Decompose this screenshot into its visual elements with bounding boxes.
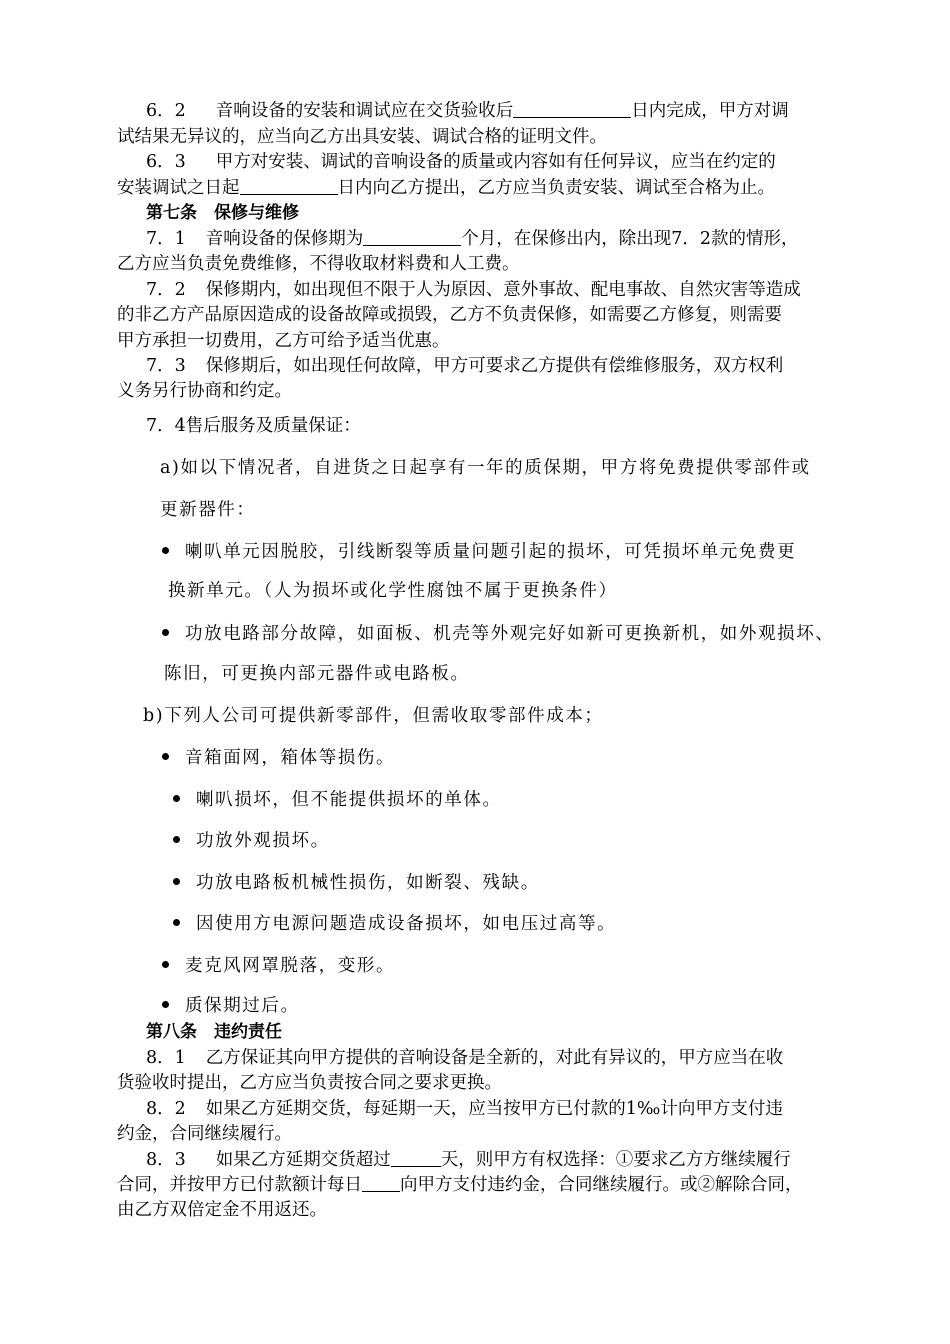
- clause-7-2-line-3: 甲方承担一切费用，乙方可给予适当优惠。: [117, 331, 450, 351]
- bullet-b-1: [162, 746, 395, 770]
- bullet-icon: [173, 878, 180, 885]
- clause-7-3-line-1: [146, 354, 783, 378]
- bullet-b-4: [173, 871, 540, 895]
- clause-8-2-line-1: [146, 1097, 783, 1121]
- clause-text: 音响设备的安装和调试应在交货验收后: [215, 101, 514, 121]
- clause-number: 6．3: [146, 152, 186, 172]
- bullet-text: 因使用方电源问题造成设备损坏，如电压过高等。: [196, 914, 617, 934]
- clause-number: 8．2: [146, 1099, 186, 1119]
- clause-6-3-line-1: [146, 150, 776, 174]
- clause-8-1-line-2: 货验收时提出，乙方应当负责按合同之要求更换。: [117, 1073, 502, 1093]
- clause-number: 7．3: [146, 356, 186, 376]
- bullet-a-1-line-1: [162, 540, 796, 564]
- bullet-b-3: [173, 829, 330, 853]
- clause-text: 如果乙方延期交货，每延期一天，应当按甲方已付款的1‰计向甲方支付违: [205, 1099, 783, 1119]
- clause-6-2-line-1: [146, 99, 789, 123]
- clause-7-3-line-2: 义务另行协商和约定。: [117, 381, 292, 401]
- article-7-heading: 第七条 保修与维修: [146, 203, 299, 223]
- paragraph-b: b)下列人公司可提供新零部件，但需收取零部件成本；: [143, 706, 604, 726]
- bullet-b-7: [162, 994, 300, 1018]
- clause-text: 如果乙方延期交货超过: [215, 1150, 391, 1170]
- clause-text: 向甲方支付违约金，合同继续履行。或②解除合同，: [400, 1175, 803, 1195]
- clause-text: 日内完成，甲方对调: [631, 101, 789, 121]
- clause-number: 8．1: [146, 1048, 186, 1068]
- bullet-icon: [173, 836, 180, 843]
- fill-blank: [240, 176, 338, 195]
- clause-text: 安装调试之日起: [117, 178, 240, 198]
- paragraph-a-line-1: a)如以下情况者，自进货之日起享有一年的质保期，甲方将免费提供零部件或: [160, 458, 811, 478]
- bullet-a-1-line-2: 换新单元。（人为损坏或化学性腐蚀不属于更换条件）: [168, 581, 618, 601]
- bullet-b-2: [173, 788, 502, 812]
- article-8-heading: 第八条 违约责任: [146, 1022, 282, 1042]
- fill-blank: [391, 1148, 441, 1167]
- clause-8-2-line-2: 约金，合同继续履行。: [117, 1124, 292, 1144]
- bullet-text: 功放外观损坏。: [196, 831, 330, 851]
- clause-text: 天，则甲方有权选择：①要求乙方方继续履行: [440, 1150, 791, 1170]
- clause-6-3-line-2: [117, 176, 775, 200]
- bullet-icon: [173, 919, 180, 926]
- clause-7-1-line-1: [146, 227, 799, 251]
- bullet-icon: [162, 753, 169, 760]
- bullet-icon: [162, 1001, 169, 1008]
- bullet-text: 功放电路部分故障，如面板、机壳等外观完好如新可更换新机，如外观损坏、: [185, 624, 835, 644]
- clause-8-3-line-3: 由乙方双倍定金不用返还。: [117, 1200, 327, 1220]
- clause-6-2-line-2: 试结果无异议的，应当向乙方出具安装、调试合格的证明文件。: [117, 127, 607, 147]
- clause-text: 乙方保证其向甲方提供的音响设备是全新的，对此有异议的，甲方应当在收: [205, 1048, 784, 1068]
- clause-7-2-line-2: 的非乙方产品原因造成的设备故障或损毁，乙方不负责保修，如需要乙方修复，则需要: [117, 305, 782, 325]
- clause-text: 音响设备的保修期为: [205, 229, 364, 249]
- clause-text: 合同，并按甲方已付款额计每日: [117, 1175, 362, 1195]
- clause-8-3-line-1: [146, 1148, 791, 1172]
- bullet-b-5: [173, 912, 616, 936]
- bullet-a-2-line-1: [162, 622, 834, 646]
- bullet-text: 功放电路板机械性损伤，如断裂、残缺。: [196, 873, 540, 893]
- clause-8-1-line-1: [146, 1046, 783, 1070]
- bullet-b-6: [162, 954, 395, 978]
- clause-number: 7．1: [146, 229, 186, 249]
- bullet-text: 喇叭单元因脱胶，引线断裂等质量问题引起的损坏，可凭损坏单元免费更: [185, 542, 797, 562]
- bullet-text: 喇叭损坏，但不能提供损坏的单体。: [196, 790, 502, 810]
- paragraph-a-line-2: 更新器件：: [160, 500, 256, 520]
- bullet-text: 质保期过后。: [185, 996, 300, 1016]
- fill-blank: [363, 227, 461, 246]
- bullet-text: 麦克风网罩脱落，变形。: [185, 956, 396, 976]
- clause-text: 保修期内，如出现但不限于人为原因、意外事故、配电事故、自然灾害等造成: [205, 280, 801, 300]
- bullet-a-2-line-2: 陈旧，可更换内部元器件或电路板。: [164, 664, 470, 684]
- clause-7-2-line-1: [146, 278, 801, 302]
- clause-7-4-heading: 7．4售后服务及质量保证：: [146, 416, 361, 436]
- clause-text: 保修期后，如出现任何故障，甲方可要求乙方提供有偿维修服务，双方权利: [205, 356, 784, 376]
- clause-number: 7．2: [146, 280, 186, 300]
- clause-7-1-line-2: 乙方应当负责免费维修，不得收取材料费和人工费。: [117, 254, 520, 274]
- clause-text: 个月，在保修出内，除出现7．2款的情形，: [461, 229, 799, 249]
- bullet-icon: [162, 547, 169, 554]
- fill-blank: [513, 99, 631, 118]
- clause-number: 6．2: [146, 101, 186, 121]
- bullet-text: 音箱面网，箱体等损伤。: [185, 748, 396, 768]
- bullet-icon: [173, 795, 180, 802]
- clause-text: 甲方对安装、调试的音响设备的质量或内容如有任何异议，应当在约定的: [215, 152, 776, 172]
- clause-number: 8．3: [146, 1150, 186, 1170]
- fill-blank: [362, 1173, 400, 1192]
- bullet-icon: [162, 629, 169, 636]
- bullet-icon: [162, 961, 169, 968]
- clause-text: 日内向乙方提出，乙方应当负责安装、调试至合格为止。: [337, 178, 775, 198]
- clause-8-3-line-2: [117, 1173, 803, 1197]
